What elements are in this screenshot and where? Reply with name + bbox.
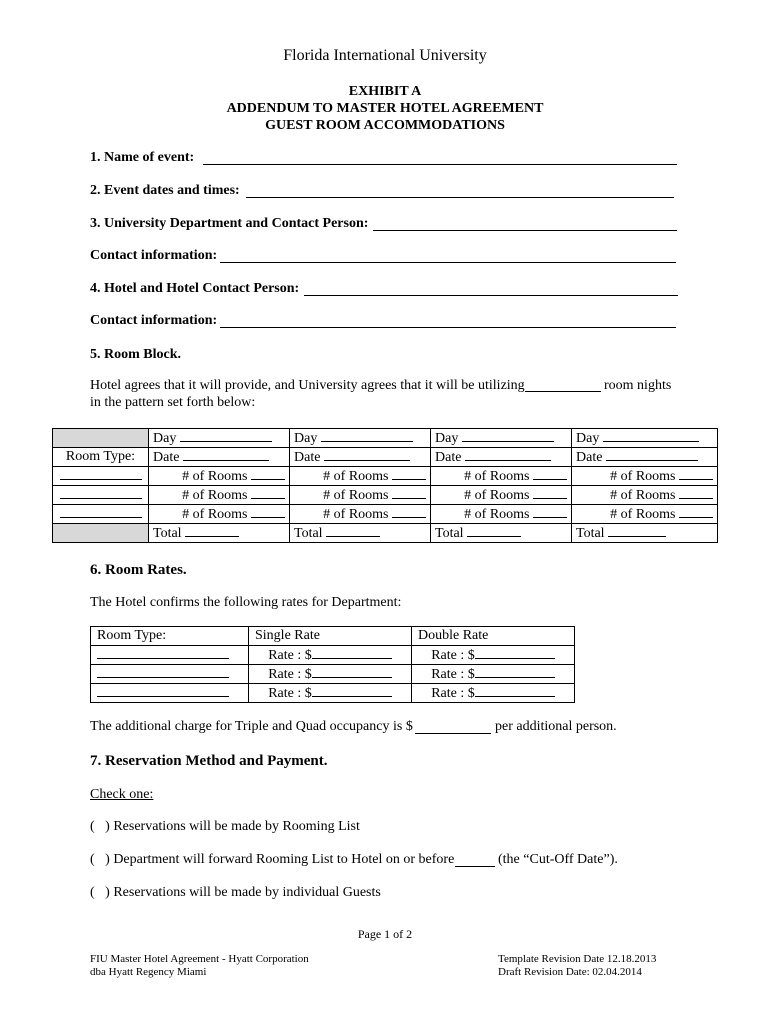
cutoff-date-field[interactable] bbox=[455, 866, 495, 867]
option-individual-guests[interactable]: ( ) Reservations will be made by individual Guests bbox=[90, 885, 381, 900]
footer-right-line2: Draft Revision Date: 02.04.2014 bbox=[498, 966, 642, 978]
double-rate-cell[interactable]: Rate : $ bbox=[412, 684, 575, 703]
date-cell[interactable]: Date bbox=[431, 448, 572, 467]
day-cell[interactable]: Day bbox=[431, 429, 572, 448]
additional-charge-text: The additional charge for Triple and Quad occupancy is $ bbox=[90, 719, 413, 734]
option-rooming-list[interactable]: ( ) Reservations will be made by Rooming List bbox=[90, 819, 360, 834]
university-name: Florida International University bbox=[283, 47, 487, 64]
total-cell[interactable]: Total bbox=[572, 524, 718, 543]
department-contact-label: 3. University Department and Contact Person: bbox=[90, 216, 369, 231]
rooms-cell[interactable]: # of Rooms bbox=[290, 505, 431, 524]
option-department-forward[interactable]: ( ) Department will forward Rooming List to Hotel on or before bbox=[90, 852, 455, 867]
rooms-cell[interactable]: # of Rooms bbox=[572, 486, 718, 505]
room-type-field[interactable] bbox=[53, 505, 149, 524]
room-rates-table bbox=[90, 626, 575, 703]
rooms-cell[interactable]: # of Rooms bbox=[431, 486, 572, 505]
event-dates-field[interactable] bbox=[246, 197, 674, 198]
page-number: Page 1 of 2 bbox=[357, 927, 413, 941]
room-type-label: Room Type: bbox=[53, 448, 149, 467]
footer-right-line1: Template Revision Date 12.18.2013 bbox=[498, 953, 657, 965]
single-rate-header: Single Rate bbox=[249, 627, 412, 646]
contact-information-field-1[interactable] bbox=[220, 262, 676, 263]
rooms-cell[interactable]: # of Rooms bbox=[149, 505, 290, 524]
day-cell[interactable]: Day bbox=[290, 429, 431, 448]
event-dates-label: 2. Event dates and times: bbox=[90, 183, 240, 198]
exhibit-title: EXHIBIT A bbox=[348, 84, 422, 99]
rooms-cell[interactable]: # of Rooms bbox=[431, 467, 572, 486]
room-block-heading: 5. Room Block. bbox=[90, 347, 181, 362]
rate-room-type-field[interactable] bbox=[91, 684, 249, 703]
contact-information-field-2[interactable] bbox=[220, 327, 676, 328]
rooms-cell[interactable]: # of Rooms bbox=[431, 505, 572, 524]
rooms-cell[interactable]: # of Rooms bbox=[149, 467, 290, 486]
guest-room-title: GUEST ROOM ACCOMMODATIONS bbox=[265, 118, 505, 133]
contact-information-label-1: Contact information: bbox=[90, 248, 218, 263]
room-rates-intro: The Hotel confirms the following rates for Department: bbox=[90, 595, 402, 610]
room-type-field[interactable] bbox=[53, 486, 149, 505]
date-cell[interactable]: Date bbox=[572, 448, 718, 467]
room-block-table bbox=[52, 428, 718, 543]
total-cell[interactable]: Total bbox=[149, 524, 290, 543]
total-cell[interactable]: Total bbox=[431, 524, 572, 543]
room-block-text-3: in the pattern set forth below: bbox=[90, 395, 256, 410]
rooms-cell[interactable]: # of Rooms bbox=[149, 486, 290, 505]
room-rates-heading: 6. Room Rates. bbox=[90, 562, 187, 578]
addendum-title: ADDENDUM TO MASTER HOTEL AGREEMENT bbox=[226, 101, 544, 116]
rooms-cell[interactable]: # of Rooms bbox=[290, 467, 431, 486]
rooms-cell[interactable]: # of Rooms bbox=[572, 467, 718, 486]
reservation-heading: 7. Reservation Method and Payment. bbox=[90, 753, 328, 769]
name-of-event-label: 1. Name of event: bbox=[90, 150, 195, 165]
additional-charge-field[interactable] bbox=[415, 733, 491, 734]
check-one-label: Check one: bbox=[90, 787, 154, 802]
room-nights-field[interactable] bbox=[525, 391, 601, 392]
table-corner-bottom bbox=[53, 524, 149, 543]
day-cell[interactable]: Day bbox=[149, 429, 290, 448]
date-cell[interactable]: Date bbox=[290, 448, 431, 467]
room-block-text-1: Hotel agrees that it will provide, and University agrees that it will be utilizing bbox=[90, 378, 525, 393]
double-rate-header: Double Rate bbox=[412, 627, 575, 646]
rooms-cell[interactable]: # of Rooms bbox=[290, 486, 431, 505]
single-rate-cell[interactable]: Rate : $ bbox=[249, 665, 412, 684]
table-corner bbox=[53, 429, 149, 448]
department-contact-field[interactable] bbox=[373, 230, 677, 231]
double-rate-cell[interactable]: Rate : $ bbox=[412, 665, 575, 684]
additional-charge-suffix: per additional person. bbox=[495, 719, 617, 734]
rooms-cell[interactable]: # of Rooms bbox=[572, 505, 718, 524]
room-block-text-2: room nights bbox=[604, 378, 672, 393]
day-cell[interactable]: Day bbox=[572, 429, 718, 448]
single-rate-cell[interactable]: Rate : $ bbox=[249, 684, 412, 703]
total-cell[interactable]: Total bbox=[290, 524, 431, 543]
hotel-contact-label: 4. Hotel and Hotel Contact Person: bbox=[90, 281, 300, 296]
date-cell[interactable]: Date bbox=[149, 448, 290, 467]
rate-room-type-field[interactable] bbox=[91, 665, 249, 684]
rate-room-type-field[interactable] bbox=[91, 646, 249, 665]
footer-left-line2: dba Hyatt Regency Miami bbox=[90, 966, 207, 978]
cutoff-date-suffix: (the “Cut-Off Date”). bbox=[498, 852, 618, 867]
name-of-event-field[interactable] bbox=[203, 164, 677, 165]
contact-information-label-2: Contact information: bbox=[90, 313, 218, 328]
single-rate-cell[interactable]: Rate : $ bbox=[249, 646, 412, 665]
footer-left-line1: FIU Master Hotel Agreement - Hyatt Corporation bbox=[90, 953, 309, 965]
double-rate-cell[interactable]: Rate : $ bbox=[412, 646, 575, 665]
hotel-contact-field[interactable] bbox=[304, 295, 678, 296]
room-type-field[interactable] bbox=[53, 467, 149, 486]
room-type-header: Room Type: bbox=[91, 627, 249, 646]
